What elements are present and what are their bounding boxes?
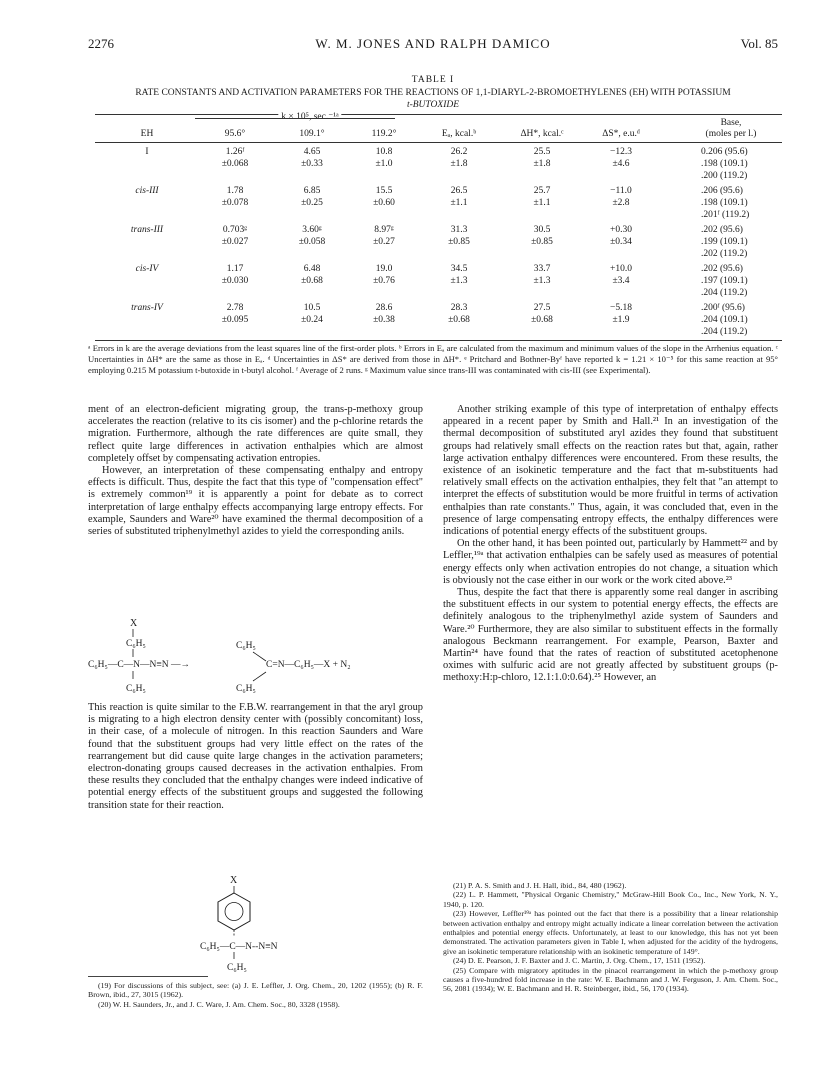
right-paragraph-1: Another striking example of this type of interpretation of enthalpy effects appeared in a recent paper by Smith and Hall.²¹ In an investigation of the thermal decomposition of substituted aryl azides they found that substituent groups had relatively small effects on the reaction rates but that, again, rather large activation enthalpy differences were encountered. From these results, the existence of an isokinetic temperature and the fact that m-substituents had relatively small effects on the activation enthalpies, they felt that "an attempt to interpret the effects of substitution would be more fruitful in terms of activation enthalpies than rate constants." Thus, again, it was concluded that, even in the presence of large compensating entropy effects, the enthalpy differences were indications of potential energy effects of the substituent groups. — [443, 404, 778, 538]
cell-ea: 31.3 — [450, 225, 468, 235]
row-eh: cis-III — [135, 186, 159, 196]
cell-base: .204 (119.2) — [701, 327, 748, 337]
left-paragraph-1: ment of an electron-deficient migrating group, the trans-p-methoxy group accelerates the reaction (relative to its cis isomer) and the p-chlorine retards the migration. Furthermore, although the rate differences are quite small, they reflect quite large differences in activation enthalpies which are almost completely offset by compensating activation entropies. — [88, 404, 423, 464]
volume-label: Vol. 85 — [740, 36, 778, 51]
cell-ea-err: ±1.3 — [450, 276, 468, 286]
cell-t1-err: ±0.095 — [221, 315, 249, 325]
cell-t3-err: ±0.38 — [373, 315, 395, 325]
page-number: 2276 — [88, 36, 114, 51]
scheme-product-c6h5-lower: C₆H₅ — [236, 684, 256, 694]
ts-x-label: X — [230, 875, 238, 886]
transition-state-structure — [200, 873, 340, 978]
ts-c6h5-lower: C₆H₅ — [227, 963, 247, 973]
cell-t1-err: ±0.027 — [221, 237, 249, 247]
reference-19: (19) For discussions of this subject, see: (a) J. E. Leffler, J. Org. Chem., 20, 1202 (1955); (b) R. F. Brown, ibid., 27, 3015 (1962). — [88, 981, 423, 1000]
cell-ds: +10.0 — [610, 264, 632, 274]
cell-t1: 1.26ᶠ — [225, 147, 245, 157]
cell-dh-err: ±0.68 — [531, 315, 553, 325]
table-caption-line2: t-BUTOXIDE — [406, 100, 460, 110]
header-dh: ΔH*, kcal.ᶜ — [520, 129, 564, 139]
cell-t2-err: ±0.058 — [298, 237, 326, 247]
cell-t2: 4.65 — [303, 147, 321, 157]
cell-dh: 25.5 — [533, 147, 551, 157]
cell-t3: 15.5 — [375, 186, 393, 196]
cell-t3-err: ±0.60 — [373, 198, 395, 208]
scheme-product-c6h5-upper: C₆H₅ — [236, 641, 256, 651]
table-label: TABLE I — [411, 75, 455, 85]
reference-25: (25) Compare with migratory aptitudes in the pinacol rearrangement in which the p-methoxy group causes a five-hundred fold increase in the rate: W. E. Bachmann and J. W. Ferguson, J. Am. Chem. Soc., 56, 2081 (1934); W. E. Bachmann and H. R. Steinberger, ibid., 56, 170 (1934). — [443, 965, 778, 994]
cell-t3: 19.0 — [375, 264, 393, 274]
cell-base: .198 (109.1) — [701, 159, 748, 169]
reference-24: (24) D. E. Pearson, J. F. Baxter and J. C. Martin, J. Org. Chem., 17, 1511 (1952). — [453, 956, 706, 966]
cell-base: .198 (109.1) — [701, 198, 748, 208]
cell-base: .202 (95.6) — [701, 225, 743, 235]
cell-ds-err: ±3.4 — [612, 276, 630, 286]
cell-ds: −12.3 — [610, 147, 632, 157]
cell-t2-err: ±0.25 — [301, 198, 323, 208]
reference-20: (20) W. H. Saunders, Jr., and J. C. Ware, J. Am. Chem. Soc., 80, 3328 (1958). — [98, 999, 340, 1009]
cell-ds-err: ±1.9 — [612, 315, 630, 325]
reference-22: (22) L. P. Hammett, "Physical Organic Chemistry," McGraw-Hill Book Co., Inc., New York, N. Y., 1940, p. 120. — [443, 890, 778, 909]
cell-ds: −5.18 — [610, 303, 632, 313]
reference-23: (23) However, Leffler¹⁹ᵃ has pointed out the fact that there is a possibility that a linear relationship between activation enthalpy and entropy might actually indicate a linear correlation between the activation enthalpies and potential energy effects. Unfortunately, at least to our knowledge, this has not yet been demonstrated. The activation parameters given in Table I, when adjusted for the acidity of the hydrogens, give an isokinetic temperature relationship with an isokinetic temperature of 149°. — [443, 909, 778, 956]
header-t1: 95.6° — [224, 129, 246, 139]
span-header-k: k × 10⁵, sec.⁻¹ᵃ — [278, 112, 341, 123]
left-paragraph-3: This reaction is quite similar to the F.B.W. rearrangement in that the aryl group is migrating to a high electron density center with (possibly concomitant) loss, in their case, of a molecule of nitrogen. In this reaction Saunders and Ware found that the substituent groups had very little effect on the rates of the rearrangement but did cause quite large changes in the activation parameters; electron-donating groups caused decreases in the activation enthalpies. From these results they concluded that the enthalpy changes were indeed indicative of potential energy effects of the substituent groups and suggested the following transition state for their reaction. — [88, 702, 423, 811]
header-base-1: Base, — [720, 118, 742, 128]
cell-ds-err: ±4.6 — [612, 159, 630, 169]
row-eh: cis-IV — [135, 264, 159, 274]
cell-ea: 26.5 — [450, 186, 468, 196]
cell-ds-err: ±0.34 — [610, 237, 632, 247]
ts-main-chain: C₆H₅—C—N--N≡N — [200, 942, 278, 952]
scheme-product: C=N—C₆H₅—X + N₂ — [266, 660, 351, 670]
cell-t3-err: ±0.27 — [373, 237, 395, 247]
cell-t1-err: ±0.030 — [221, 276, 249, 286]
cell-base: .204 (109.1) — [701, 315, 748, 325]
cell-ea: 34.5 — [450, 264, 468, 274]
cell-ds: −11.0 — [610, 186, 632, 196]
cell-t1-err: ±0.078 — [221, 198, 249, 208]
cell-t1: 2.78 — [226, 303, 244, 313]
cell-t2: 6.48 — [303, 264, 321, 274]
cell-t2-err: ±0.24 — [301, 315, 323, 325]
cell-dh-err: ±1.1 — [533, 198, 551, 208]
running-header — [88, 36, 778, 52]
right-paragraph-2: On the other hand, it has been pointed out, particularly by Hammett²² and by Leffler,¹⁹ᵃ that activation enthalpies can be safely used as measures of potential energy effects only when activation entropies do not change, a situation which is obviously not the case either in our work or the work cited above.²³ — [443, 538, 778, 586]
cell-t2-err: ±0.33 — [301, 159, 323, 169]
header-ds: ΔS*, e.u.ᵈ — [602, 129, 640, 139]
cell-ea: 28.3 — [450, 303, 468, 313]
cell-t1: 1.78 — [226, 186, 244, 196]
cell-ea-err: ±1.8 — [450, 159, 468, 169]
cell-t1: 1.17 — [226, 264, 244, 274]
cell-dh: 25.7 — [533, 186, 551, 196]
header-t3: 119.2° — [371, 129, 397, 139]
cell-t3: 8.97ᵍ — [374, 225, 394, 235]
cell-base: .197 (109.1) — [701, 276, 748, 286]
reference-21: (21) P. A. S. Smith and J. H. Hall, ibid., 84, 480 (1962). — [453, 881, 627, 890]
cell-ea: 26.2 — [450, 147, 468, 157]
cell-ds: +0.30 — [610, 225, 632, 235]
left-column-top — [88, 404, 423, 616]
scheme-reactant: C₆H₅—C—N—N≡N —→ — [88, 660, 190, 670]
header-t2: 109.1° — [299, 129, 325, 139]
cell-ds-err: ±2.8 — [612, 198, 630, 208]
cell-base: .206 (95.6) — [701, 186, 743, 196]
row-eh: I — [145, 147, 149, 157]
references-right — [443, 881, 778, 994]
scheme-c6h5-lower: C₆H₅ — [126, 684, 146, 694]
cell-t3: 10.8 — [375, 147, 393, 157]
left-paragraph-2: However, an interpretation of these compensating enthalpy and entropy effects is difficult. Thus, despite the fact that this type of "compensation effect" is extremely common¹⁹ it is apparently a point for debate as to correct interpretation of large enthalpy effects accompanying large entropy effects. For example, Saunders and Ware²⁰ have examined the thermal decomposition of a series of substituted triphenylmethyl azides to yield the corresponding anils. — [88, 465, 423, 538]
table-caption-line1: RATE CONSTANTS AND ACTIVATION PARAMETERS FOR THE REACTIONS OF 1,1-DIARYL-2-BROMOETHYLENES (EH) WITH POTASSIUM — [135, 88, 731, 98]
cell-t1-err: ±0.068 — [221, 159, 249, 169]
cell-t2: 6.85 — [303, 186, 321, 196]
cell-t2: 3.60ᵍ — [302, 225, 322, 235]
header-eh: EH — [140, 129, 154, 139]
left-column-middle — [88, 702, 423, 870]
table-footnotes: ᵃ Errors in k are the average deviations from the least squares line of the first-order plots. ᵇ Errors in Eₐ are calculated from the maximum and minimum values of the slope in the Arrhenius equation. ᶜ Uncertainties in ΔH* are the same as those in Eₐ. ᵈ Uncertainties in ΔS* are derived from those in ΔH*. ᵉ Pritchard and Bothner-Byᶠ have reported k = 1.21 × 10⁻⁵ for this same reaction at 95° employing 0.215 M potassium t-butoxide in t-butyl alcohol. ᶠ Average of 2 runs. ᵍ Maximum value since trans-III was contaminated with cis-III (see Experimental). — [88, 343, 778, 375]
cell-base: 0.206 (95.6) — [701, 147, 748, 157]
header-base-2: (moles per l.) — [705, 129, 757, 139]
right-paragraph-3: Thus, despite the fact that there is apparently some real danger in ascribing the substituent effects in our system to potential energy effects, the effects are definitely analogous to the triphenylmethyl azide system of Saunders and Ware.²⁰ Furthermore, they are also similar to substituent effects in the formally analogous Beckmann rearrangement. For example, Pearson, Baxter and Martin²⁴ have found that the rates of reaction of substituted acetophenone oximes with sulfuric acid are not greatly affected by substituent groups (p-methoxy:H:p-chloro, 12.1:1.0:0.64).²⁵ However, an — [443, 587, 778, 684]
footnote-rule — [88, 976, 208, 977]
references-left — [88, 981, 423, 1009]
cell-base: .204 (119.2) — [701, 288, 748, 298]
scheme-c6h5-upper: C₆H₅ — [126, 639, 146, 649]
row-eh: trans-IV — [131, 303, 163, 313]
cell-t2-err: ±0.68 — [301, 276, 323, 286]
cell-dh: 27.5 — [533, 303, 551, 313]
cell-ea-err: ±0.68 — [448, 315, 470, 325]
cell-dh-err: ±0.85 — [531, 237, 553, 247]
cell-base: .199 (109.1) — [701, 237, 748, 247]
cell-t3-err: ±1.0 — [375, 159, 393, 169]
table-header-rule — [95, 142, 782, 143]
cell-t3-err: ±0.76 — [373, 276, 395, 286]
cell-base: .201ᶠ (119.2) — [701, 210, 750, 220]
cell-t2: 10.5 — [303, 303, 321, 313]
cell-t1: 0.703ᵍ — [222, 225, 248, 235]
scheme-x-label: X — [130, 618, 138, 629]
cell-base: .200ᶠ (95.6) — [701, 303, 745, 313]
cell-dh: 30.5 — [533, 225, 551, 235]
span-rule — [195, 118, 395, 119]
cell-dh-err: ±1.3 — [533, 276, 551, 286]
cell-base: .200 (119.2) — [701, 171, 748, 181]
cell-base: .202 (119.2) — [701, 249, 748, 259]
cell-t3: 28.6 — [375, 303, 393, 313]
right-column — [443, 404, 778, 878]
cell-dh: 33.7 — [533, 264, 551, 274]
table-top-rule — [95, 114, 782, 115]
cell-ea-err: ±1.1 — [450, 198, 468, 208]
cell-dh-err: ±1.8 — [533, 159, 551, 169]
cell-base: .202 (95.6) — [701, 264, 743, 274]
rate-constants-table — [95, 112, 785, 342]
table-bottom-rule — [95, 340, 782, 341]
running-title: W. M. JONES AND RALPH DAMICO — [315, 36, 551, 51]
header-ea: Eₐ, kcal.ᵇ — [441, 129, 477, 139]
cell-ea-err: ±0.85 — [448, 237, 470, 247]
benzene-ring-icon — [218, 893, 250, 930]
row-eh: trans-III — [130, 225, 164, 235]
azide-reaction-scheme — [88, 617, 423, 699]
